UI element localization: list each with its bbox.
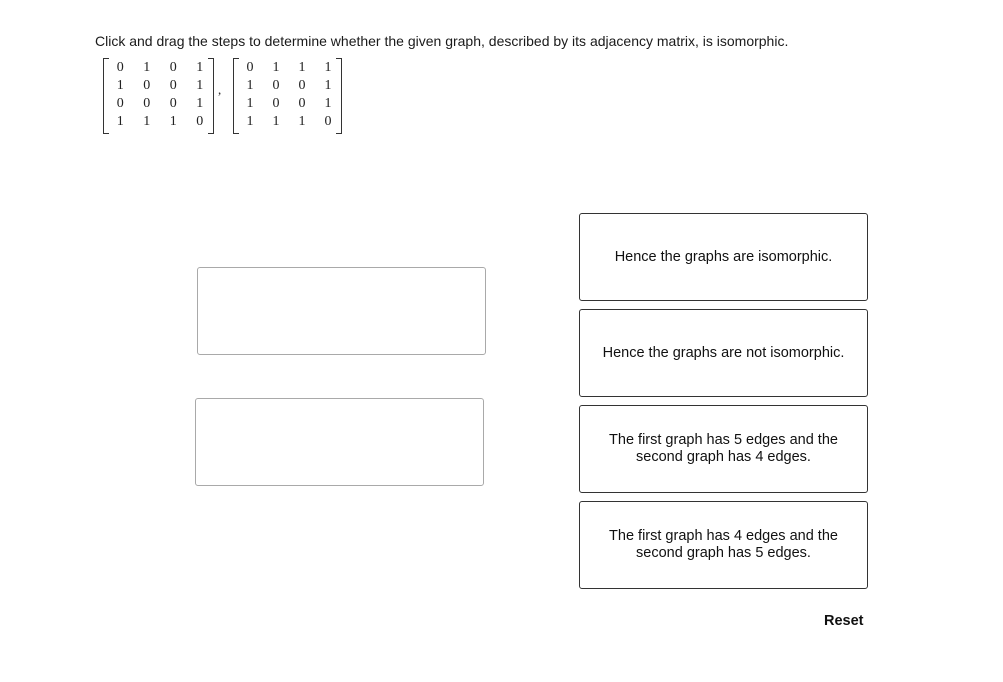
step-card-label: The first graph has 4 edges and the second graph has 5 edges. bbox=[609, 528, 838, 561]
matrix-cell: 1 bbox=[246, 114, 254, 129]
matrix-cell: 1 bbox=[324, 96, 332, 111]
adjacency-matrix-1 bbox=[103, 58, 214, 134]
reset-button[interactable]: Reset bbox=[824, 613, 864, 629]
matrix-cell: 0 bbox=[169, 96, 177, 111]
matrix-cell: 0 bbox=[116, 96, 124, 111]
matrix-cell: 1 bbox=[324, 78, 332, 93]
matrix-cell: 0 bbox=[169, 60, 177, 75]
step-card-isomorphic[interactable] bbox=[579, 213, 868, 301]
matrix-cell: 0 bbox=[169, 78, 177, 93]
step-card-label: Hence the graphs are not isomorphic. bbox=[602, 344, 845, 361]
matrix-cell: 1 bbox=[196, 78, 204, 93]
matrix-cell: 1 bbox=[246, 78, 254, 93]
matrix-cell: 1 bbox=[324, 60, 332, 75]
adjacency-matrix-2 bbox=[233, 58, 342, 134]
matrix-cell: 0 bbox=[272, 96, 280, 111]
matrix-cell: 1 bbox=[298, 114, 306, 129]
matrix-cell: 1 bbox=[196, 96, 204, 111]
step-card-four-five-edges[interactable] bbox=[579, 501, 868, 589]
matrix-cell: 0 bbox=[298, 96, 306, 111]
matrix-cell: 1 bbox=[272, 114, 280, 129]
matrix-1-table bbox=[107, 59, 213, 131]
matrix-cell: 1 bbox=[116, 114, 124, 129]
matrix-cell: 0 bbox=[246, 60, 254, 75]
matrix-cell: 1 bbox=[272, 60, 280, 75]
step-card-five-four-edges[interactable] bbox=[579, 405, 868, 493]
matrix-cell: 0 bbox=[272, 78, 280, 93]
matrix-cell: 1 bbox=[298, 60, 306, 75]
matrix-2-table bbox=[237, 59, 341, 131]
matrix-cell: 1 bbox=[116, 78, 124, 93]
drop-zone-2[interactable] bbox=[195, 398, 484, 486]
matrix-cell: 0 bbox=[143, 96, 151, 111]
matrix-cell: 1 bbox=[169, 114, 177, 129]
matrix-cell: 0 bbox=[196, 114, 204, 129]
matrix-cell: 0 bbox=[324, 114, 332, 129]
matrix-cell: 0 bbox=[298, 78, 306, 93]
matrix-cell: 1 bbox=[246, 96, 254, 111]
matrix-cell: 1 bbox=[143, 60, 151, 75]
matrix-cell: 0 bbox=[116, 60, 124, 75]
matrix-cell: 1 bbox=[196, 60, 204, 75]
step-card-label: The first graph has 5 edges and the second graph has 4 edges. bbox=[609, 432, 838, 465]
step-card-not-isomorphic[interactable] bbox=[579, 309, 868, 397]
matrix-separator: , bbox=[218, 82, 222, 97]
instruction-text: Click and drag the steps to determine whether the given graph, described by its adjacency matrix, is isomorphic. bbox=[95, 33, 789, 49]
step-card-label: Hence the graphs are isomorphic. bbox=[614, 248, 833, 265]
drop-zone-1[interactable] bbox=[197, 267, 486, 355]
matrix-cell: 1 bbox=[143, 114, 151, 129]
matrix-cell: 0 bbox=[143, 78, 151, 93]
